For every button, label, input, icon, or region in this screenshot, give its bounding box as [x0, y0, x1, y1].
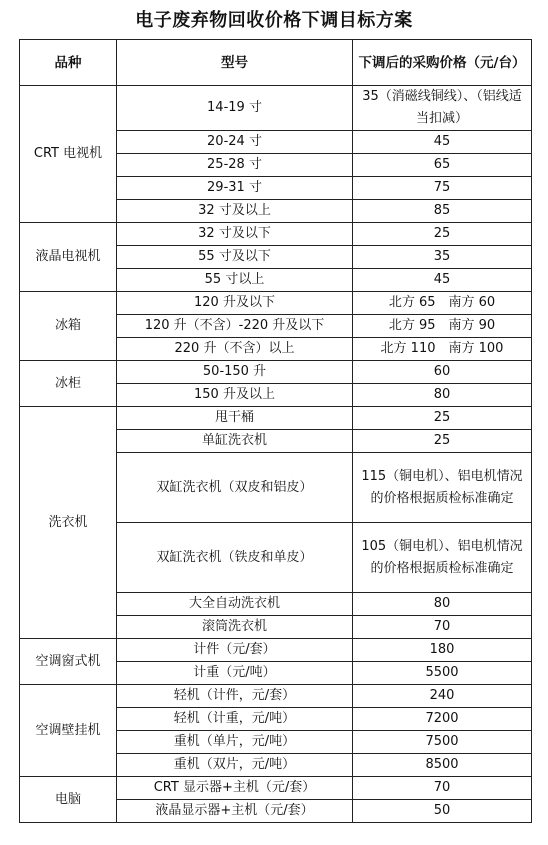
- price-cell: 25: [353, 430, 532, 453]
- table-row: [20, 292, 532, 315]
- model-cell: 25-28 寸: [117, 154, 353, 177]
- model-cell: 55 寸及以下: [117, 246, 353, 269]
- table-row: [20, 639, 532, 662]
- model-cell: 32 寸及以上: [117, 200, 353, 223]
- model-cell: 计重（元/吨）: [117, 662, 353, 685]
- table-row: [20, 685, 532, 708]
- model-cell: 双缸洗衣机（铁皮和单皮）: [117, 523, 353, 593]
- header-price: 下调后的采购价格（元/台）: [353, 40, 532, 86]
- header-category: 品种: [20, 40, 117, 86]
- model-cell: 120 升（不含）-220 升及以下: [117, 315, 353, 338]
- table-row: [20, 361, 532, 384]
- category-cell: CRT 电视机: [20, 86, 117, 223]
- model-cell: 55 寸以上: [117, 269, 353, 292]
- category-cell: 液晶电视机: [20, 223, 117, 292]
- price-cell: 70: [353, 777, 532, 800]
- model-cell: 计件（元/套）: [117, 639, 353, 662]
- price-cell: 25: [353, 223, 532, 246]
- model-cell: 甩干桶: [117, 407, 353, 430]
- model-cell: 液晶显示器+主机（元/套）: [117, 800, 353, 823]
- price-cell: 45: [353, 131, 532, 154]
- price-cell: 5500: [353, 662, 532, 685]
- model-cell: 120 升及以下: [117, 292, 353, 315]
- header-model: 型号: [117, 40, 353, 86]
- price-cell: 65: [353, 154, 532, 177]
- price-cell: 80: [353, 593, 532, 616]
- price-cell: 45: [353, 269, 532, 292]
- model-cell: 32 寸及以下: [117, 223, 353, 246]
- model-cell: 滚筒洗衣机: [117, 616, 353, 639]
- model-cell: 单缸洗衣机: [117, 430, 353, 453]
- model-cell: 50-150 升: [117, 361, 353, 384]
- price-cell: 北方 110 南方 100: [353, 338, 532, 361]
- model-cell: 14-19 寸: [117, 86, 353, 131]
- category-cell: 电脑: [20, 777, 117, 823]
- category-cell: 空调窗式机: [20, 639, 117, 685]
- category-cell: 冰柜: [20, 361, 117, 407]
- model-cell: 重机（双片，元/吨）: [117, 754, 353, 777]
- table-body: [20, 86, 532, 823]
- price-cell: 35: [353, 246, 532, 269]
- price-cell: 35（消磁线铜线）、（铝线适当扣减）: [353, 86, 532, 131]
- category-cell: 空调壁挂机: [20, 685, 117, 777]
- table-row: [20, 223, 532, 246]
- price-cell: 75: [353, 177, 532, 200]
- category-cell: 洗衣机: [20, 407, 117, 639]
- price-cell: 70: [353, 616, 532, 639]
- header-row: [20, 40, 532, 86]
- model-cell: 20-24 寸: [117, 131, 353, 154]
- table-row: [20, 777, 532, 800]
- model-cell: 轻机（计件，元/套）: [117, 685, 353, 708]
- price-cell: 60: [353, 361, 532, 384]
- price-cell: 7200: [353, 708, 532, 731]
- price-cell: 105（铜电机）、铝电机情况的价格根据质检标准确定: [353, 523, 532, 593]
- price-cell: 7500: [353, 731, 532, 754]
- table-row: [20, 86, 532, 131]
- model-cell: CRT 显示器+主机（元/套）: [117, 777, 353, 800]
- price-cell: 180: [353, 639, 532, 662]
- model-cell: 双缸洗衣机（双皮和铝皮）: [117, 453, 353, 523]
- price-cell: 8500: [353, 754, 532, 777]
- model-cell: 220 升（不含）以上: [117, 338, 353, 361]
- price-cell: 25: [353, 407, 532, 430]
- category-cell: 冰箱: [20, 292, 117, 361]
- price-cell: 80: [353, 384, 532, 407]
- price-cell: 北方 65 南方 60: [353, 292, 532, 315]
- price-cell: 240: [353, 685, 532, 708]
- model-cell: 轻机（计重，元/吨）: [117, 708, 353, 731]
- model-cell: 大全自动洗衣机: [117, 593, 353, 616]
- model-cell: 29-31 寸: [117, 177, 353, 200]
- page-title: 电子废弃物回收价格下调目标方案: [135, 10, 413, 31]
- model-cell: 重机（单片，元/吨）: [117, 731, 353, 754]
- price-cell: 50: [353, 800, 532, 823]
- price-cell: 85: [353, 200, 532, 223]
- price-cell: 北方 95 南方 90: [353, 315, 532, 338]
- model-cell: 150 升及以上: [117, 384, 353, 407]
- price-table: [19, 39, 532, 823]
- table-row: [20, 407, 532, 430]
- price-cell: 115（铜电机）、铝电机情况的价格根据质检标准确定: [353, 453, 532, 523]
